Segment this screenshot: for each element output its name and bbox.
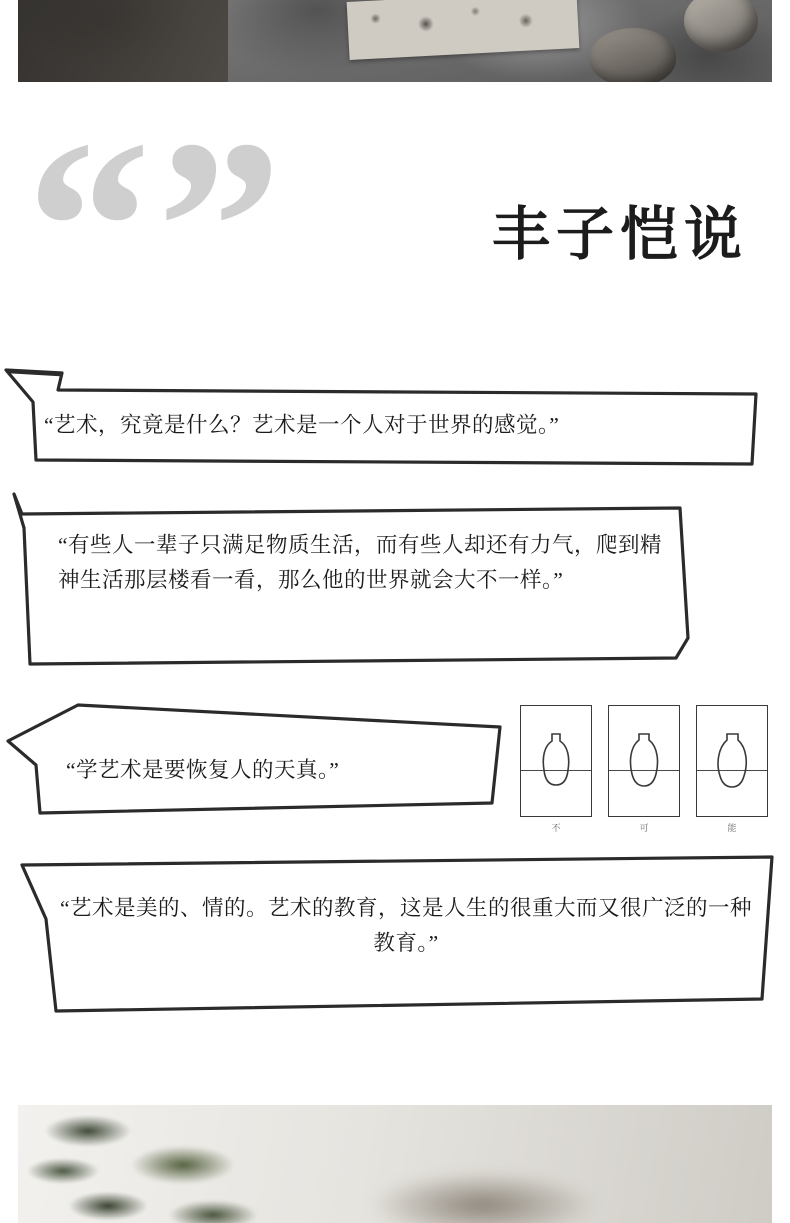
vase-caption-1: 不 xyxy=(551,824,561,834)
quote-banner-2 xyxy=(0,488,790,673)
vase-cell-1 xyxy=(520,705,592,834)
photo-top-bowl-secondary xyxy=(590,28,676,82)
quote-banner-1 xyxy=(0,360,790,470)
photo-bottom-leaf-center xyxy=(113,1135,263,1223)
vase-icon-1 xyxy=(539,732,573,788)
quote-list xyxy=(0,360,790,1047)
page-title: 丰子恺说 xyxy=(491,200,748,268)
vase-icon-3 xyxy=(713,732,751,788)
quote-banner-4 xyxy=(0,849,790,1029)
three-vases-illustration xyxy=(520,705,770,835)
vase-cell-3 xyxy=(696,705,768,834)
photo-bottom xyxy=(18,1105,772,1223)
vase-cell-2 xyxy=(608,705,680,834)
quotation-mark-icon: “” xyxy=(26,89,288,366)
vase-caption-2: 可 xyxy=(639,824,649,834)
photo-bottom-blur-object xyxy=(318,1145,648,1223)
quote-text-3: “学艺术是要恢复人的天真。” xyxy=(66,758,340,782)
vase-icon-2 xyxy=(626,732,662,788)
quote-text-1: “艺术，究竟是什么？艺术是一个人对于世界的感觉。” xyxy=(44,413,560,437)
vase-caption-3: 能 xyxy=(727,824,737,834)
quote-text-2: “有些人一辈子只满足物质生活，而有些人却还有力气，爬到精神生活那层楼看一看，那么他的世界就会大不一样。” xyxy=(58,533,663,592)
quote-text-4: “艺术是美的、情的。艺术的教育，这是人生的很重大而又很广泛的一种教育。” xyxy=(59,896,753,955)
photo-top xyxy=(18,0,772,82)
photo-top-figure xyxy=(18,0,228,82)
header xyxy=(18,89,772,366)
